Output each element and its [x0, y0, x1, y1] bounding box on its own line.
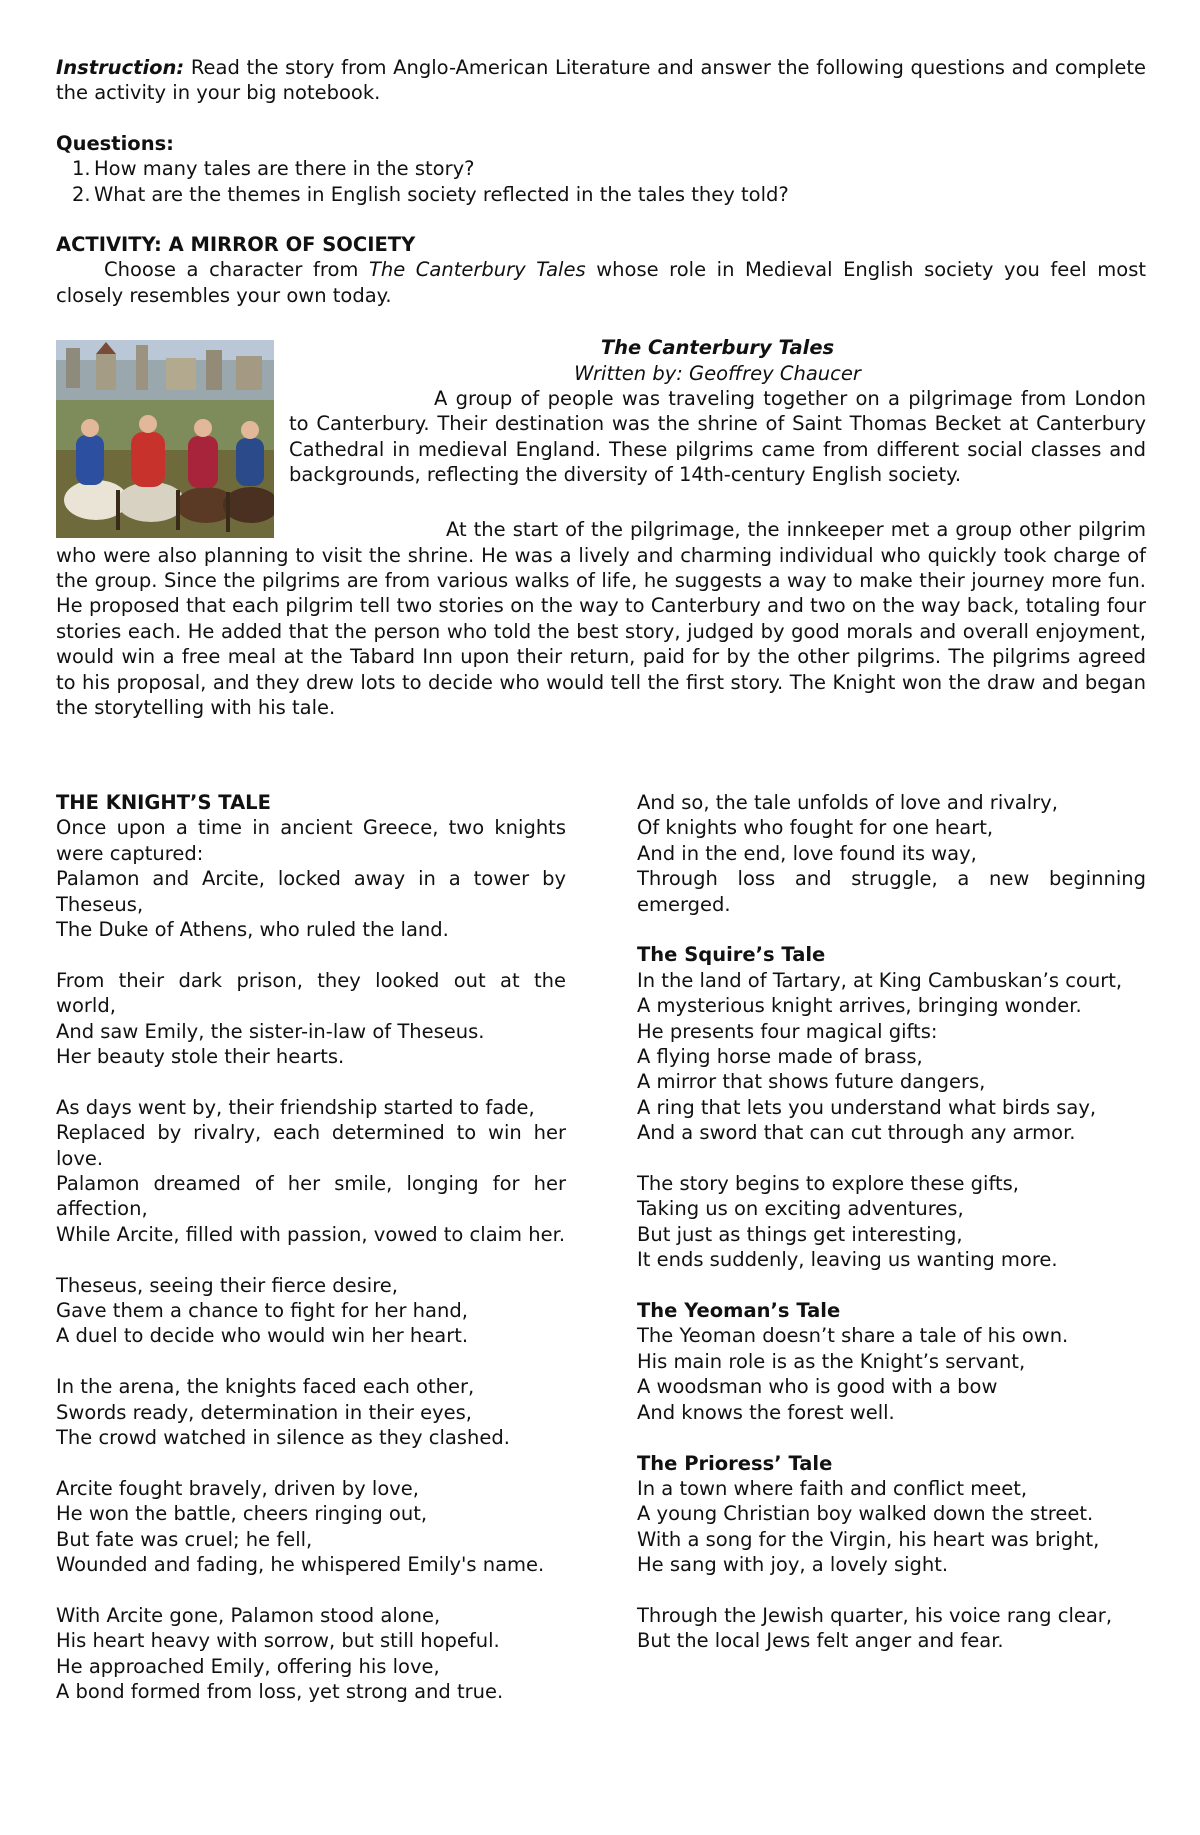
verse-line: Through loss and struggle, a new beginning emerged.	[637, 867, 1146, 916]
verse-line: A bond formed from loss, yet strong and true.	[56, 1680, 504, 1704]
stanza	[637, 968, 1146, 1146]
verse-line: In the arena, the knights faced each other,	[56, 1375, 475, 1399]
verse-line: Theseus, seeing their fierce desire,	[56, 1273, 399, 1297]
verse-line: He won the battle, cheers ringing out,	[56, 1502, 428, 1526]
instruction-paragraph	[56, 55, 1146, 106]
stanza	[637, 1323, 1146, 1425]
activity-heading: ACTIVITY: A MIRROR OF SOCIETY	[56, 233, 416, 257]
squires-tale-stanzas	[637, 968, 1146, 1273]
verse-line: Gave them a chance to fight for her hand,	[56, 1299, 468, 1323]
stanza	[56, 1476, 566, 1578]
verse-line: A mysterious knight arrives, bringing wonder.	[637, 994, 1082, 1018]
squires-tale-heading: The Squire’s Tale	[637, 943, 826, 967]
verse-line: And knows the forest well.	[637, 1400, 895, 1424]
instruction-text: Read the story from Anglo-American Literature and answer the following questions and complete the activity in your big notebook.	[56, 56, 1146, 105]
verse-line: A young Christian boy walked down the street.	[637, 1502, 1094, 1526]
stanza	[637, 1476, 1146, 1578]
stanza	[56, 1603, 566, 1705]
stanza	[637, 1603, 1146, 1654]
verse-line: But the local Jews felt anger and fear.	[637, 1629, 1004, 1653]
verse-line: A woodsman who is good with a bow	[637, 1375, 998, 1399]
prioress-tale-stanzas	[637, 1476, 1146, 1654]
pilgrims-illustration	[56, 340, 274, 538]
verse-line: He sang with joy, a lovely sight.	[637, 1553, 949, 1577]
verse-line: Taking us on exciting adventures,	[637, 1197, 964, 1221]
verse-line: A mirror that shows future dangers,	[637, 1070, 986, 1094]
verse-line: Palamon and Arcite, locked away in a tower by Theseus,	[56, 867, 566, 916]
prioress-tale-heading: The Prioress’ Tale	[637, 1451, 833, 1475]
verse-line: While Arcite, filled with passion, vowed to claim her.	[56, 1222, 566, 1246]
story-title: The Canterbury Tales	[600, 336, 835, 360]
verse-line: With a song for the Virgin, his heart was bright,	[637, 1527, 1100, 1551]
verse-line: A flying horse made of brass,	[637, 1045, 923, 1069]
verse-line: In the land of Tartary, at King Cambuskan’s court,	[637, 968, 1123, 992]
verse-line: He presents four magical gifts:	[637, 1019, 938, 1043]
story-paragraph-1: A group of people was traveling together on a pilgrimage from London to Canterbury. Their destination was the shrine of Saint Thomas Becket at Canterbury Cathedral in medieval England. These pilgrims came from different social classes and backgrounds, reflecting the diversity of 14th-century English society.	[289, 387, 1146, 487]
questions-list	[56, 156, 1146, 207]
yeomans-tale-heading: The Yeoman’s Tale	[637, 1299, 841, 1323]
verse-line: It ends suddenly, leaving us wanting more.	[637, 1248, 1058, 1272]
questions-heading: Questions:	[56, 131, 174, 155]
pilgrims-illustration-image	[56, 340, 274, 538]
verse-line: In a town where faith and conflict meet,	[637, 1476, 1028, 1500]
right-column	[637, 790, 1146, 1654]
knights-tale-ending	[637, 790, 1146, 917]
verse-line: Replaced by rivalry, each determined to win her love.	[56, 1121, 566, 1170]
verse-line: From their dark prison, they looked out at the world,	[56, 968, 566, 1018]
verse-line: He approached Emily, offering his love,	[56, 1654, 440, 1678]
question-item: 2. What are the themes in English society reflected in the tales they told?	[72, 182, 789, 206]
verse-line: A ring that lets you understand what birds say,	[637, 1095, 1097, 1119]
story-intro	[56, 335, 1146, 720]
stanza	[56, 815, 566, 942]
verse-line: The Yeoman doesn’t share a tale of his own.	[637, 1324, 1069, 1348]
verse-line: And in the end, love found its way,	[637, 841, 977, 865]
verse-line: Arcite fought bravely, driven by love,	[56, 1476, 419, 1500]
knights-tale-stanzas	[56, 815, 566, 1704]
verse-line: And a sword that can cut through any armor.	[637, 1121, 1076, 1145]
verse-line: Swords ready, determination in their eyes,	[56, 1400, 472, 1424]
verse-line: And saw Emily, the sister-in-law of Theseus.	[56, 1019, 485, 1043]
question-item: 1. How many tales are there in the story?	[72, 157, 475, 181]
stanza	[56, 1095, 566, 1247]
story-text-column	[289, 335, 1146, 487]
verse-line: Wounded and fading, he whispered Emily's name.	[56, 1553, 545, 1577]
verse-line: A duel to decide who would win her heart.	[56, 1324, 469, 1348]
instruction-label: Instruction:	[56, 56, 185, 79]
story-byline: Written by: Geoffrey Chaucer	[574, 361, 861, 385]
activity-book-title: The Canterbury Tales	[368, 258, 586, 282]
verse-line: With Arcite gone, Palamon stood alone,	[56, 1603, 441, 1627]
verse-line: The crowd watched in silence as they clashed.	[56, 1426, 510, 1450]
verse-line: Palamon dreamed of her smile, longing for her affection,	[56, 1172, 566, 1221]
verse-line: His main role is as the Knight’s servant,	[637, 1349, 1026, 1373]
document-page	[56, 55, 1147, 720]
stanza	[56, 1374, 566, 1450]
verse-line: And so, the tale unfolds of love and rivalry,	[637, 791, 1058, 814]
knights-tale-heading: THE KNIGHT’S TALE	[56, 791, 271, 814]
stanza	[637, 1171, 1146, 1273]
stanza	[56, 968, 566, 1070]
verse-line: As days went by, their friendship started to fade,	[56, 1095, 535, 1119]
verse-line: Through the Jewish quarter, his voice rang clear,	[637, 1603, 1113, 1627]
activity-text: Choose a character from The Canterbury Tales whose role in Medieval English society you feel most closely resembles your own today.	[56, 258, 1147, 307]
verse-line: Of knights who fought for one heart,	[637, 816, 994, 840]
verse-line: The story begins to explore these gifts,	[637, 1172, 1020, 1196]
left-column	[56, 790, 566, 1705]
verse-line: But fate was cruel; he fell,	[56, 1527, 313, 1551]
story-paragraph-2: At the start of the pilgrimage, the innkeeper met a group other pilgrim who were also planning to visit the shrine. He was a lively and charming individual who quickly took charge of the group. Since the pilgrims are from various walks of life, he suggests a way to make their journey more fun. He proposed that each pilgrim tell two stories on the way to Canterbury and two on the way back, totaling four stories each. He added that the person who told the best story, judged by good morals and overall enjoyment, would win a free meal at the Tabard Inn upon their return, paid for by the other pilgrims. The pilgrims agreed to his proposal, and they drew lots to decide who would tell the first story. The Knight won the draw and began the storytelling with his tale.	[56, 518, 1146, 720]
verse-line: His heart heavy with sorrow, but still hopeful.	[56, 1629, 500, 1653]
verse-line: Once upon a time in ancient Greece, two knights were captured:	[56, 816, 566, 865]
yeomans-tale-stanzas	[637, 1323, 1146, 1425]
verse-line: But just as things get interesting,	[637, 1222, 963, 1246]
stanza	[56, 1273, 566, 1349]
verse-line: The Duke of Athens, who ruled the land.	[56, 918, 449, 942]
verse-line: Her beauty stole their hearts.	[56, 1045, 345, 1069]
